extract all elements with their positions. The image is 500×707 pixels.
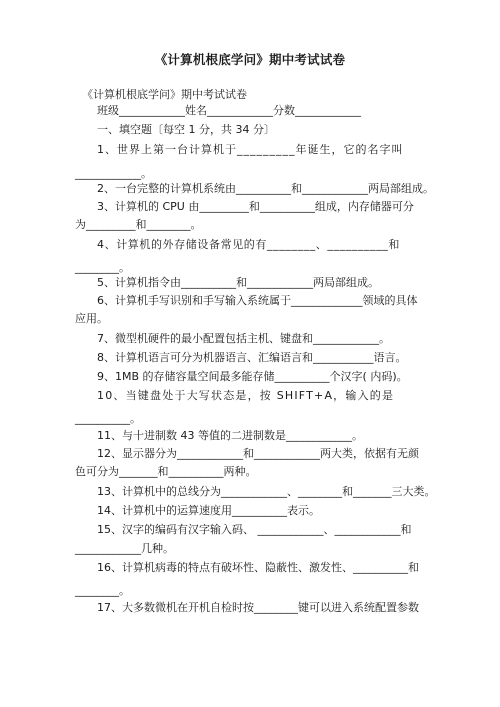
question-line: 12、显示器分为____________和____________两大类，依据有无颜 <box>97 447 419 460</box>
question-line: 11、与十进制数 43 等值的二进制数是____________。 <box>97 429 363 442</box>
student-info-line: 班级____________姓名____________分数____________ <box>97 104 361 117</box>
question-line: ____________。 <box>75 167 152 180</box>
question-line: 1、世界上第一台计算机于_________年诞生，它的名字叫 <box>97 143 404 156</box>
question-line: 9、1MB 的存储容量空间最多能存储__________个汉字( 内码)。 <box>97 370 408 383</box>
question-line: 色可分为_______和__________两种。 <box>75 465 257 478</box>
question-line: __________。 <box>75 412 141 425</box>
question-line: 2、一台完整的计算机系统由__________和____________两局部组成。 <box>97 182 434 195</box>
question-line: 10、当键盘处于大写状态是，按 SHIFT+A，输入的是 <box>97 389 395 402</box>
page-title: 《计算机根底学问》期中考试试卷 <box>154 52 346 67</box>
question-line: 7、微型机硬件的最小配置包括主机、键盘和____________。 <box>97 332 390 345</box>
question-line: 3、计算机的 CPU 由_________和__________组成，内存储器可分 <box>97 200 414 213</box>
question-line: 13、计算机中的总线分为____________、________和_______三大类。 <box>97 485 436 498</box>
question-line: 5、计算机指令由__________和____________两局部组成。 <box>97 276 379 289</box>
question-line: ________。 <box>75 584 130 597</box>
section-heading: 一、填空题〔每空 1 分，共 34 分〕 <box>97 123 275 136</box>
question-line: 6、计算机手写识别和手写输入系统属于_____________领域的具体 <box>97 294 418 307</box>
question-line: ____________几种。 <box>75 542 174 555</box>
question-line: 为_________和________。 <box>75 218 202 231</box>
question-line: 14、计算机中的运算速度用__________表示。 <box>97 504 320 517</box>
question-line: 4、计算机的外存储设备常见的有________、__________和 <box>97 238 400 251</box>
question-line: 应用。 <box>75 312 108 325</box>
question-line: 15、汉字的编码有汉字输入码、 ____________、____________和 <box>97 523 412 536</box>
question-line: 16、计算机病毒的特点有破坏性、隐蔽性、激发性、__________和 <box>97 561 419 574</box>
question-line: 8、计算机语言可分为机器语言、汇编语言和___________语言。 <box>97 351 407 364</box>
question-line: ________。 <box>75 261 130 274</box>
subtitle-line: 《计算机根底学问》期中考试试卷 <box>82 88 247 101</box>
question-line: 17、大多数微机在开机自检时按________键可以进入系统配置参数 <box>97 601 419 614</box>
